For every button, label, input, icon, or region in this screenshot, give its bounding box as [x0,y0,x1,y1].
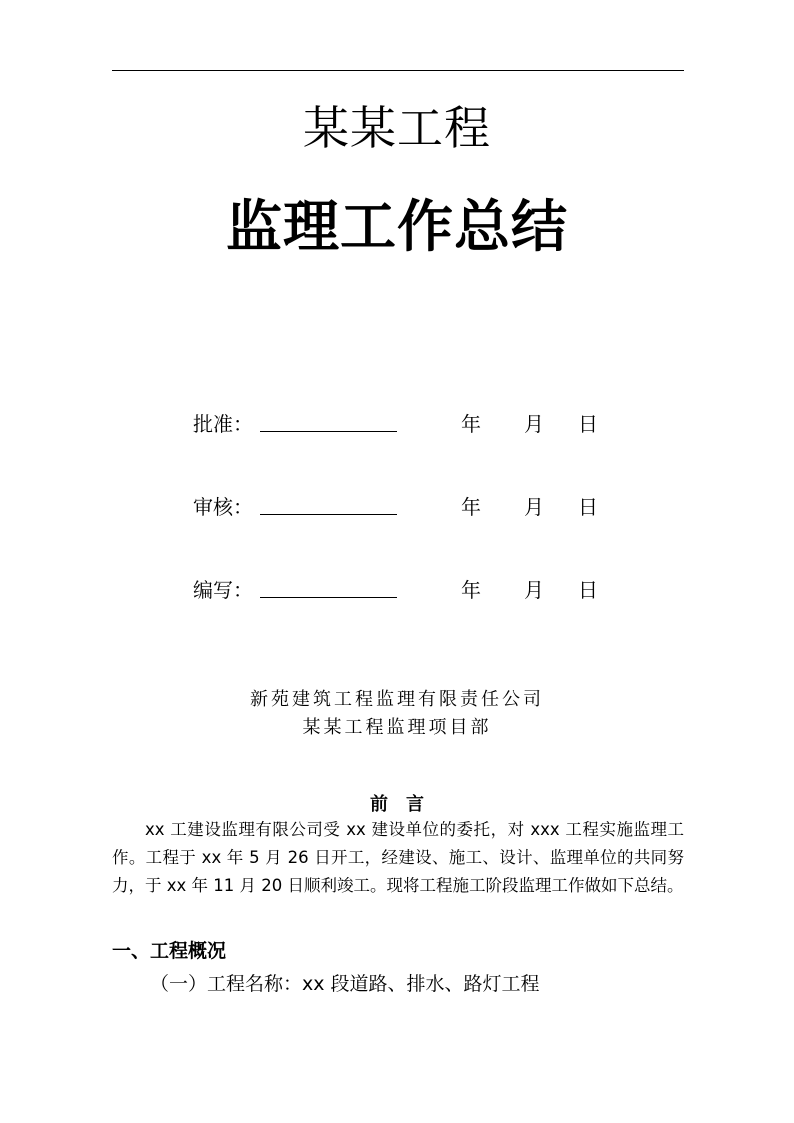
signature-row-approve [0,409,794,439]
section-heading-overview: 一、工程概况 [112,940,227,962]
approve-month-label: 月 [524,412,544,436]
header-rule [112,70,684,71]
document-title: 监理工作总结 [226,195,568,260]
review-label: 审核： [193,495,253,519]
review-month-label: 月 [524,495,544,519]
author-label: 编写： [193,578,253,602]
preface-title: 前 言 [370,794,424,815]
approve-day-label: 日 [578,412,598,436]
review-signature-line [260,514,397,515]
document-subtitle: 某某工程 [303,101,491,155]
review-day-label: 日 [578,495,598,519]
company-name: 新苑建筑工程监理有限责任公司 [250,689,544,710]
signature-row-author [0,575,794,605]
project-department: 某某工程监理项目部 [302,717,492,738]
signature-row-review [0,492,794,522]
approve-year-label: 年 [461,412,481,436]
author-day-label: 日 [578,578,598,602]
author-signature-line [260,597,397,598]
author-month-label: 月 [524,578,544,602]
approve-label: 批准： [193,412,253,436]
preface-paragraph: xx 工建设监理有限公司受 xx 建设单位的委托，对 xxx 工程实施监理工作。工程于 xx 年 5 月 26 日开工，经建设、施工、设计、监理单位的共同努力，于 xx 年 11 月 20 日顺利竣工。现将工程施工阶段监理工作做如下总结。 [112,820,684,895]
section-item-project-name: （一）工程名称：xx 段道路、排水、路灯工程 [150,973,540,995]
author-year-label: 年 [461,578,481,602]
review-year-label: 年 [461,495,481,519]
approve-signature-line [260,431,397,432]
